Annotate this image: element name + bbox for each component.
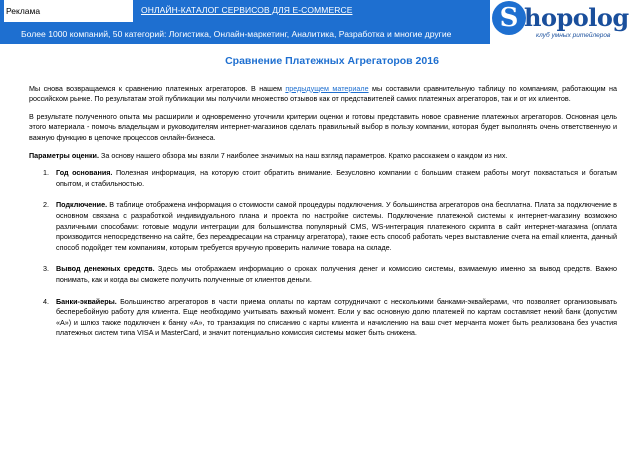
- list-item-heading: Банки-эквайеры.: [56, 296, 117, 306]
- list-item-text: Здесь мы отображаем информацию о сроках получения денег и комиссию системы, взимаемую именно за вывод средств. Важно понимать, как и когда вы сможете получить полученные от клиентов деньги.: [56, 264, 617, 284]
- list-item: [29, 200, 617, 253]
- list-item-text: Большинство агрегаторов в части приема оплаты по картам сотрудничают с несколькими банками-эквайерами, что позволяет организовывать бесперебойную работу для клиента. Еще необходимо учитывать важный момент. Если у вас основную долю платежей по картам составляет некий банк (допустим «А») и шлюз также подключен к банку «А», то транзакция по списанию с карты клиента и начислению на ваш счет мерчанта может быть реализована без участия платежных систем типа VISA и MasterCard, и значит потенциально комиссия системы может быть снижена.: [56, 296, 617, 338]
- paragraph-intro-end: мы составили сравнительную таблицу по компаниям, работающим на российском рынке. По результатам этой публикации мы получили множество отзывов как от представителей самих платежных агрегаторов, так и от их клиентов.: [29, 83, 618, 104]
- document-title: Сравнение Платежных Агрегаторов 2016: [225, 55, 439, 67]
- logo-badge-icon: [492, 1, 526, 35]
- list-item-text: Полезная информация, на которую стоит обратить внимание. Безусловно компании с большим стажем работы могут похвастаться и богатым опытом, и стабильностью.: [56, 168, 617, 188]
- list-item-heading: Год основания.: [56, 168, 113, 178]
- list-item-number: 4.: [43, 296, 49, 306]
- list-item-heading: Подключение.: [56, 200, 108, 210]
- shopolog-logo[interactable]: [490, 0, 638, 44]
- list-item: [29, 168, 617, 189]
- previous-article-link[interactable]: предыдущем материале: [285, 83, 369, 93]
- ad-label: Реклама: [4, 0, 133, 22]
- list-item: [29, 297, 617, 339]
- list-item-text: В таблице отображена информация о стоимости самой процедуры подключения. У большинства агрегаторов она бесплатна. Плата за подключение в основном связана с разработкой индивидуального плана и проекта по настройке системы. Подключение платежной системы к интернет-магазину возможно различными способами: готовые модули интеграции для большинства популярный CMS, WS-интеграция платежного скрипта в сайт интернет-магазина (оплата производится непосредственно на сайте, без переадресации на страницу агрегатора), также есть способ работать через выставление счета на email клиента, данный способ подойдет тем компаниям, которым требуется вручную проверить наличие товара на складе.: [56, 200, 617, 252]
- criteria-list: [29, 168, 617, 339]
- params-heading: Параметры оценки.: [29, 150, 99, 160]
- paragraph-goal: В результате полученного опыта мы расширили и одновременно уточнили критерии оценки и готовы представить новое сравнение платежных агрегаторов. Основная цель этого материала - помочь владельцам и руководителям интернет-магазинов сделать правильный выбор в пользу компании, которая будет выполнять очень ответственную и важную функцию в цепочке процессов онлайн-бизнеса.: [29, 111, 617, 142]
- logo-letter: S: [499, 3, 519, 33]
- list-item-number: 3.: [43, 264, 49, 274]
- paragraph-params: [29, 151, 617, 162]
- paragraph-intro: [29, 84, 617, 105]
- logo-wordmark: hopolog: [524, 3, 629, 32]
- ad-title-link[interactable]: ОНЛАЙН-КАТАЛОГ СЕРВИСОВ ДЛЯ E-COMMERCE: [141, 5, 353, 15]
- paragraph-intro-start: Мы снова возвращаемся к сравнению платежных агрегаторов. В нашем: [29, 83, 286, 93]
- list-item-number: 1.: [43, 168, 49, 178]
- ad-subtitle: Более 1000 компаний, 50 категорий: Логистика, Онлайн-маркетинг, Аналитика, Разработка и многие другие: [21, 29, 452, 39]
- list-item-number: 2.: [43, 200, 49, 210]
- list-item: [29, 264, 617, 285]
- params-text: За основу нашего обзора мы взяли 7 наиболее значимых на наш взгляд параметров. Кратко расскажем о каждом из них.: [98, 150, 508, 160]
- document-body: [29, 56, 617, 350]
- logo-tagline: клуб умных ритейлеров: [536, 32, 611, 39]
- list-item-heading: Вывод денежных средств.: [56, 264, 155, 274]
